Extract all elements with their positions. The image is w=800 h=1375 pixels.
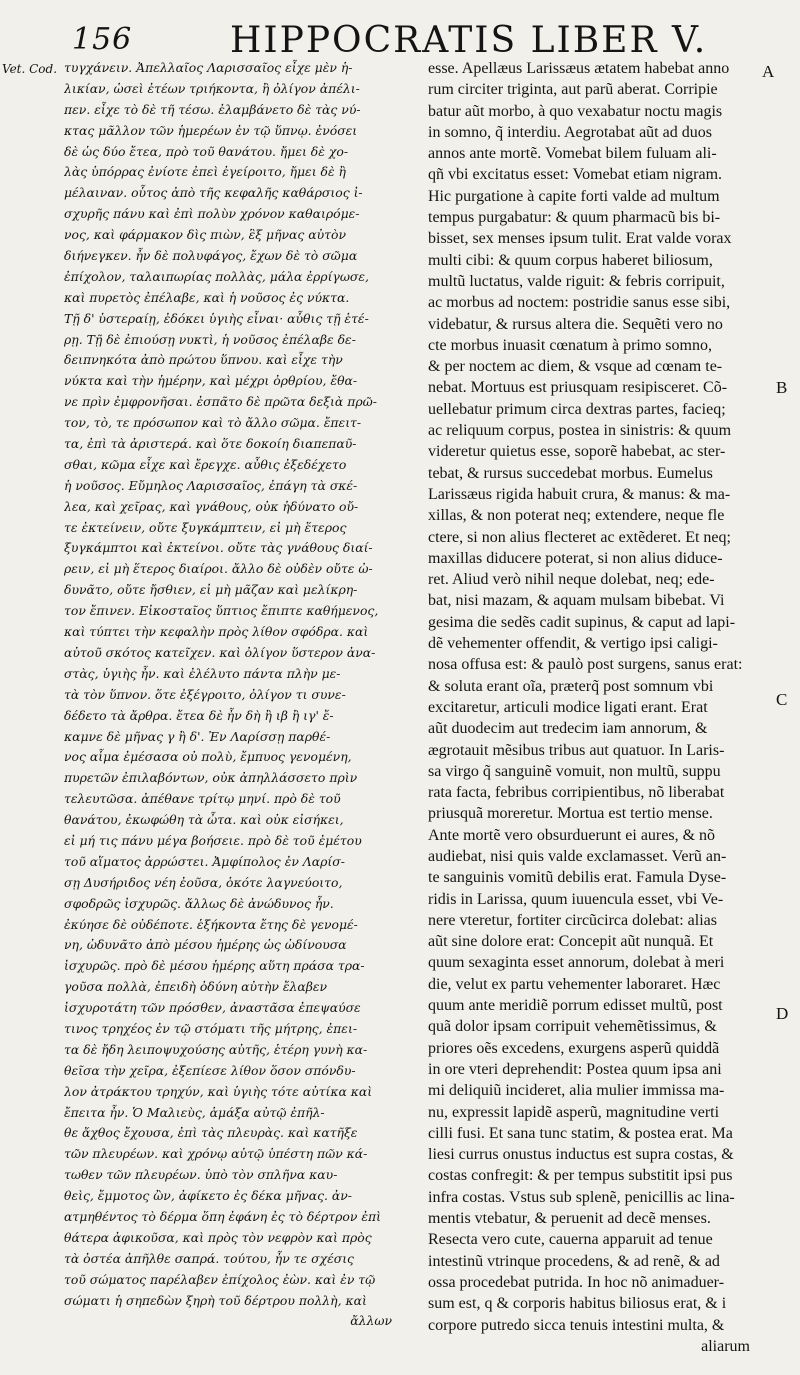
latin-text-line: infra costas. Vstus sub splenẽ, penicillis ac lina- (428, 1188, 735, 1206)
latin-text-line: gesima die sedẽs cadit supinus, & caput ad lapi- (428, 613, 736, 631)
latin-text-line: bat, nisi mazam, & aquam mulsam bibebat. Vi (428, 592, 725, 610)
greek-text-line: νη, ὠδυνᾶτο ἀπὸ μέσου ἡμέρης ὡς ὠδίνουσα (64, 937, 347, 953)
latin-text-line: mi deliquiũ incideret, alia mulier immissa ma- (428, 1082, 725, 1100)
latin-text-line: mentis vtebatur, & peruenit ad decẽ menses. (428, 1210, 711, 1228)
latin-text-line: intestinũ vtrinque procedens, & ad renẽ, & ad (428, 1252, 720, 1270)
latin-text-line: xillas, & non poterat neq; extendere, neque fle (428, 507, 725, 525)
latin-text-line: rata facta, febribus corripientibus, nõ liberabat (428, 784, 725, 802)
greek-text-line: ἐκύησε δὲ οὐδέποτε. ἑξήκοντα ἔτης δὲ γενομέ- (64, 916, 358, 932)
greek-text-line: νος αἷμα ἐμέσασα οὐ πολὺ, ἔμπυος γενομένη, (64, 749, 352, 765)
latin-text-line: Larissæus rigida habuit crura, & manus: & ma- (428, 485, 731, 503)
latin-text-line: quum ante meridiẽ porrum edisset multũ, post (428, 997, 723, 1015)
latin-text-line: nu, expressit lapidẽ asperũ, magnitudine verti (428, 1103, 720, 1121)
greek-text-line: νος, καὶ φάρμακον δὶς πιὼν, ἓξ μῆνας αὐτὸν (64, 227, 347, 243)
latin-text-line: Resecta vero cute, cauerna apparuit ad tenue (428, 1231, 713, 1249)
latin-text-line: ac morbus ad noctem: postridie sanus esse sibi, (428, 294, 731, 312)
latin-text-line: tebat, & rursus succedebat morbus. Eumelus (428, 464, 713, 482)
greek-text-line: αὐτοῦ σκότος κατεῖχεν. καὶ ὀλίγον ὕστερον ἀνα- (64, 644, 376, 660)
greek-text-line: πυρετῶν ἐπιλαβόντων, οὐκ ἀπηλλάσσετο πρὶν (64, 770, 358, 786)
page-number: 156 (72, 22, 133, 57)
latin-text-line: dẽ vehementer offendit, & vertigo ipsi caligi- (428, 635, 718, 653)
latin-text-line: nebat. Mortuus est priusquam resipisceret. Cõ- (428, 379, 728, 397)
greek-text-line: τινος τρηχέος ἐν τῷ στόματι τῆς μήτρης, ἐπει- (64, 1020, 358, 1036)
latin-text-line: cilli fusi. Et sana tunc statim, & postea erat. Ma (428, 1124, 733, 1142)
greek-text-line: θάτερα ἀφικοῦσα, καὶ πρὸς τὸν νεφρὸν καὶ πρὸς (64, 1229, 372, 1245)
latin-text-line: rum circiter triginta, aut parũ aberat. Corripie (428, 81, 718, 99)
latin-text-column (428, 58, 758, 1357)
latin-text-line: videbatur, & rursus altera die. Sequẽti vero no (428, 315, 723, 333)
greek-text-line: διήνεγκεν. ἦν δὲ πολυφάγος, ἔχων δὲ τὸ σῶμα (64, 248, 358, 264)
latin-text-line: costas confregit: & per tempus substitit ipsi pus (428, 1167, 733, 1185)
latin-text-line: te sanguinis vomitũ debilis erat. Famula Dyse- (428, 869, 727, 887)
section-letter-c: C (776, 690, 788, 709)
greek-text-line: γοῦσα πολλὰ, ἐπειδὴ ὀδύνη αὐτὴν ἔλαβεν (64, 979, 328, 995)
section-letter-b: B (776, 378, 788, 397)
latin-text-line: & per noctem ac diem, & vsque ad cœnam te- (428, 358, 723, 376)
latin-text-line: videretur quietus esse, soporẽ habebat, ac ster- (428, 443, 726, 461)
greek-text-line: τον, τὸ, τε πρόσωπον καὶ τὸ ἄλλο σῶμα. ἔπειτ- (64, 415, 362, 431)
latin-text-line: esse. Apellæus Larissæus ætatem habebat anno (428, 60, 730, 77)
running-head: HIPPOCRATIS LIBER V. (230, 20, 708, 61)
latin-text-line: liesi currus onustus inductus est supra costas, & (428, 1146, 734, 1164)
greek-text-line: τελευτῶσα. ἀπέθανε τρίτῳ μηνί. πρὸ δὲ τοῦ (64, 791, 341, 807)
latin-text-line: tempus purgabatur: & quum pharmacũ bis bi- (428, 209, 721, 227)
latin-text-line: corpore putredo sicca tenuis intestini multa, & (428, 1316, 725, 1334)
latin-text-line: aũt sine dolore erat: Concepit aũt nunquã. Et (428, 933, 714, 951)
greek-text-line: τοῦ σώματος παρέλαβεν ἐπίχολος ἐὼν. καὶ ἐν τῷ (64, 1271, 376, 1287)
greek-text-line: ἰσχυρῶς. πρὸ δὲ μέσου ἡμέρης αὕτη πράσα τρα- (64, 958, 365, 974)
latin-text-line: ridis in Larissa, quum iuuencula esset, vbi Ve- (428, 890, 724, 908)
greek-text-line: ρῃ. Τῇ δὲ ἐπιούσῃ νυκτὶ, ἡ νοῦσος ἐπέλαβε δε- (64, 331, 356, 347)
greek-text-line: καὶ τύπτει τὴν κεφαλὴν πρὸς λίθον σφόδρα. καὶ (64, 624, 369, 640)
greek-text-line: σθαι, κῶμα εἶχε καὶ ἔρεγχε. αὖθις ἐξεδέχετο (64, 456, 347, 472)
latin-text-line: ossa procedebat putrida. In hoc nõ animaduer- (428, 1273, 725, 1291)
latin-text-line: excitaretur, articuli modice ligati erant. Erat (428, 698, 708, 716)
greek-text-line: εἰ μή τις πάνυ μέγα βοήσειε. πρὸ δὲ τοῦ ἐμέτου (64, 832, 362, 848)
greek-text-line: δέδετο τὰ ἄρθρα. ἔτεα δὲ ἦν δὴ ἢ ιβ ἢ ιγ' ἔ- (64, 707, 334, 723)
greek-text-line: λὰς ὑπόρρας ἐνίοτε ἐπεὶ ἐγείροιτο, ἤμει δὲ ἢ (64, 164, 346, 180)
latin-text-line: bisset, sex menses ipsum tulit. Erat valde vorax (428, 230, 732, 248)
latin-text-line: ctere, si non alius flecteret ac extẽderet. Et neq; (428, 528, 731, 546)
greek-text-line: Τῇ δ' ὑστεραίῃ, ἐδόκει ὑγιὴς εἶναι· αὖθις τῇ ἑτέ- (64, 310, 369, 326)
latin-text-line: & soluta erant oĩa, præterq̃ post somnum vbi (428, 677, 714, 695)
latin-text-line: quã dolor ipsam corripuit vehemẽtissimus, & (428, 1018, 717, 1036)
greek-text-line: λον ἀτράκτου τρηχύν, καὶ ὑγιὴς τότε αὐτίκα καὶ (64, 1083, 373, 1099)
latin-text-line: in somno, q̃ interdiu. Aegrotabat aũt ad duos (428, 123, 712, 141)
latin-text-line: Ante mortẽ vero obsurduerunt ei aures, & nõ (428, 826, 716, 844)
latin-text-line: ac reliquum corpus, postea in sinistris: & quum (428, 422, 732, 440)
latin-text-line: Hic purgatione à capite forti valde ad multum (428, 187, 720, 205)
greek-text-line: ατμηθέντος τὸ δέρμα ὅπη ἐφάνη ἐς τὸ δέρτρον ἐπὶ (64, 1208, 381, 1224)
latin-text-line: maxillas diducere poterat, si non alius diduce- (428, 549, 723, 567)
greek-text-line: δυνᾶτο, οὔτε ἤσθιεν, εἰ μὴ μᾶζαν καὶ μελίκρη- (64, 582, 358, 598)
greek-text-line: τον ἔπινεν. Εἰκοσταῖος ὕπτιος ἔπιπτε καθήμενος, (64, 603, 379, 619)
latin-text-line: multi cibi: & quum corpus haberet biliosum, (428, 251, 713, 269)
latin-text-line: in ore vteri deprehendit: Postea quum ipsa ani (428, 1060, 722, 1078)
greek-text-line: ἐπίχολον, ταλαιπωρίας πολλὰς, μάλα ἐρρίγωσε, (64, 268, 369, 284)
greek-text-line: θε ἄχθος ἔχουσα, ἐπὶ τὰς πλευρὰς. καὶ κατῆξε (64, 1125, 358, 1141)
greek-text-line: νύκτα καὶ τὴν ἡμέρην, καὶ μέχρι ὀρθρίου, ἔθα- (64, 373, 358, 389)
page-header (60, 14, 760, 62)
latin-text-line: multũ luctatus, valde riguit: & febris corripuit, (428, 272, 725, 290)
greek-text-line: ἡ νοῦσος. Εὔμηλος Λαρισσαῖος, ἐπάγη τὰ σκέ- (64, 477, 358, 493)
greek-text-line: νε πρὶν ἐμφρονῆσαι. ἐσπᾶτο δὲ πρῶτα δεξιὰ πρῶ- (64, 394, 377, 410)
greek-text-line: ἰσχυροτάτη τῶν πρόσθεν, ἀναστᾶσα ἐπεψαύσε (64, 1000, 361, 1016)
greek-text-line: ἄλλων (350, 1313, 392, 1329)
greek-text-line: τα, ἐπὶ τὰ ἀριστερά. καὶ ὅτε δοκοίη διαπεπαῦ- (64, 436, 357, 452)
greek-text-line: μέλαιναν. οὗτος ἀπὸ τῆς κεφαλῆς καθάρσιος ἰ- (64, 185, 363, 201)
greek-text-line: τε ἐκτείνειν, οὔτε ξυγκάμπτειν, εἰ μὴ ἕτερος (64, 519, 347, 535)
greek-text-line: σχυρῆς πάνυ καὶ ἐπὶ πολὺν χρόνον καθαιρόμε- (64, 206, 360, 222)
greek-text-line: θανάτου, ἐκωφώθη τὰ ὦτα. καὶ οὐκ εἰσήκει, (64, 812, 344, 828)
greek-text-line: ἔπειτα ἦν. Ὁ Μαλιεὺς, ἁμάξα αὐτῷ ἐπῆλ- (64, 1104, 325, 1120)
greek-text-line: τὰ ὀστέα ἀπῆλθε σαπρά. τούτου, ἦν τε σχέσις (64, 1250, 355, 1266)
latin-text-line: sum est, q & corporis habitus biliosus erat, & i (428, 1295, 727, 1313)
latin-text-line: uellebatur primum circa dextras partes, facieq; (428, 400, 726, 418)
latin-text-line: nere vteretur, fortiter circũcirca dolebat: alias (428, 911, 717, 929)
greek-text-line: ρειν, εἰ μὴ ἕτερος διαίροι. ἄλλο δὲ οὐδὲν οὔτε ὠ- (64, 561, 373, 577)
latin-text-line: priusquã moreretur. Mortua est tertio mense. (428, 805, 713, 823)
greek-text-column (64, 58, 412, 1332)
latin-text-line: annos ante mortẽ. Vomebat bilem fuluam ali- (428, 145, 717, 163)
greek-text-line: τῶν πλευρέων. καὶ χρόνῳ αὐτῷ ὑπέστη πῶν κά- (64, 1146, 368, 1162)
greek-text-line: τα δὲ ἤδη λειποψυχούσης αὐτῆς, ἑτέρη γυνὴ κα- (64, 1041, 368, 1057)
greek-text-line: στὰς, ὑγιὴς ἦν. καὶ ἐλέλυτο πάντα πλὴν με- (64, 665, 341, 681)
latin-text-line: aũt duodecim aut tredecim iam annorum, & (428, 720, 708, 738)
latin-text-line: audiebat, nisi quis valde exclamasset. Verũ an- (428, 847, 727, 865)
latin-text-line: cte morbus inuasit cœnatum à primo somno, (428, 336, 712, 354)
greek-text-line: ξυγκάμπτοι καὶ ἐκτείνοι. οὔτε τὰς γνάθους διαί- (64, 540, 373, 556)
latin-text-line: sa virgo q̃ sanguinẽ vomuit, non multũ, suppu (428, 762, 721, 780)
greek-text-line: τυγχάνειν. Ἀπελλαῖος Λαρισσαῖος εἶχε μὲν ἡ- (64, 60, 353, 75)
latin-text-line: aliarum (701, 1337, 750, 1355)
section-letter-a: A (762, 62, 775, 81)
greek-text-line: καὶ πυρετὸς ἐπέλαβε, καὶ ἡ νοῦσος ἐς νύκτα. (64, 289, 350, 305)
greek-text-line: σφοδρῶς ἰσχυρῶς. ἄλλως δὲ ἀνώδυνος ἦν. (64, 895, 334, 911)
greek-text-line: θεὶς, ἔμμοτος ὢν, ἀφίκετο ἐς δέκα μῆνας. ἀν- (64, 1188, 352, 1204)
latin-text-line: die, velut ex partu vehementer laboraret. Hæc (428, 975, 721, 993)
latin-text-line: priores oẽs excedens, exurgens asperũ quiddã (428, 1039, 720, 1057)
greek-text-line: τωθεν τῶν πλευρέων. ὑπὸ τὸν σπλῆνα καυ- (64, 1167, 338, 1183)
latin-text-line: quum sexaginta esset annorum, dolebat à meri (428, 954, 725, 972)
greek-text-line: τοῦ αἵματος ἀρρώστει. Ἀμφίπολος ἐν Λαρίσ- (64, 853, 345, 869)
latin-text-line: ægrotauit mẽsibus tribus aut quatuor. In Laris- (428, 741, 725, 759)
greek-text-line: σῃ Δυσήριδος νέη ἐοῦσα, ὁκότε λαγνεύοιτο, (64, 874, 343, 890)
greek-text-line: δὲ ὡς δύο ἔτεα, πρὸ τοῦ θανάτου. ἤμει δὲ χο- (64, 143, 349, 159)
latin-text-line: batur aũt morbo, à quo vexabatur noctu magis (428, 102, 723, 120)
greek-text-line: δειπνηκότα ἀπὸ πρώτου ὕπνου. καὶ εἶχε τὴν (64, 352, 343, 368)
greek-text-line: σώματι ἡ σηπεδὼν ξηρὴ τοῦ δέρτρου πολλὴ, καὶ (64, 1292, 367, 1308)
greek-text-line: λικίαν, ὡσεὶ ἐτέων τριήκοντα, ἢ ὀλίγον ἀπέλι- (64, 80, 360, 96)
margin-note: Vet. Cod. (2, 62, 58, 76)
greek-text-line: θεῖσα τὴν χεῖρα, ἐξεπίεσε λίθον ὅσον σπόνδυ- (64, 1062, 356, 1078)
greek-text-line: τὰ τὸν ὕπνον. ὅτε ἐξέγροιτο, ὀλίγον τι συνε- (64, 686, 346, 702)
latin-text-line: nosa offusa est: & paulò post surgens, sanus erat: (428, 656, 743, 674)
latin-text-line: qñ vbi excitatus esset: Vomebat etiam nigram. (428, 166, 723, 184)
latin-text-line: ret. Aliud verò nihil neque dolebat, neq; ede- (428, 571, 715, 589)
section-letter-d: D (776, 1004, 789, 1023)
greek-text-line: κτας μᾶλλον τῶν ἡμερέων ἐν τῷ ὕπνῳ. ἐνόσει (64, 122, 358, 138)
greek-text-line: πεν. εἶχε τὸ δὲ τῆ τέσω. ἐλαμβάνετο δὲ τὰς νύ- (64, 101, 361, 117)
greek-text-line: καμνε δὲ μῆνας γ ἢ δ'. Ἐν Λαρίσσῃ παρθέ- (64, 728, 331, 744)
greek-text-line: λεα, καὶ χεῖρας, καὶ γνάθους, οὐκ ἠδύνατο οὔ- (64, 498, 359, 514)
